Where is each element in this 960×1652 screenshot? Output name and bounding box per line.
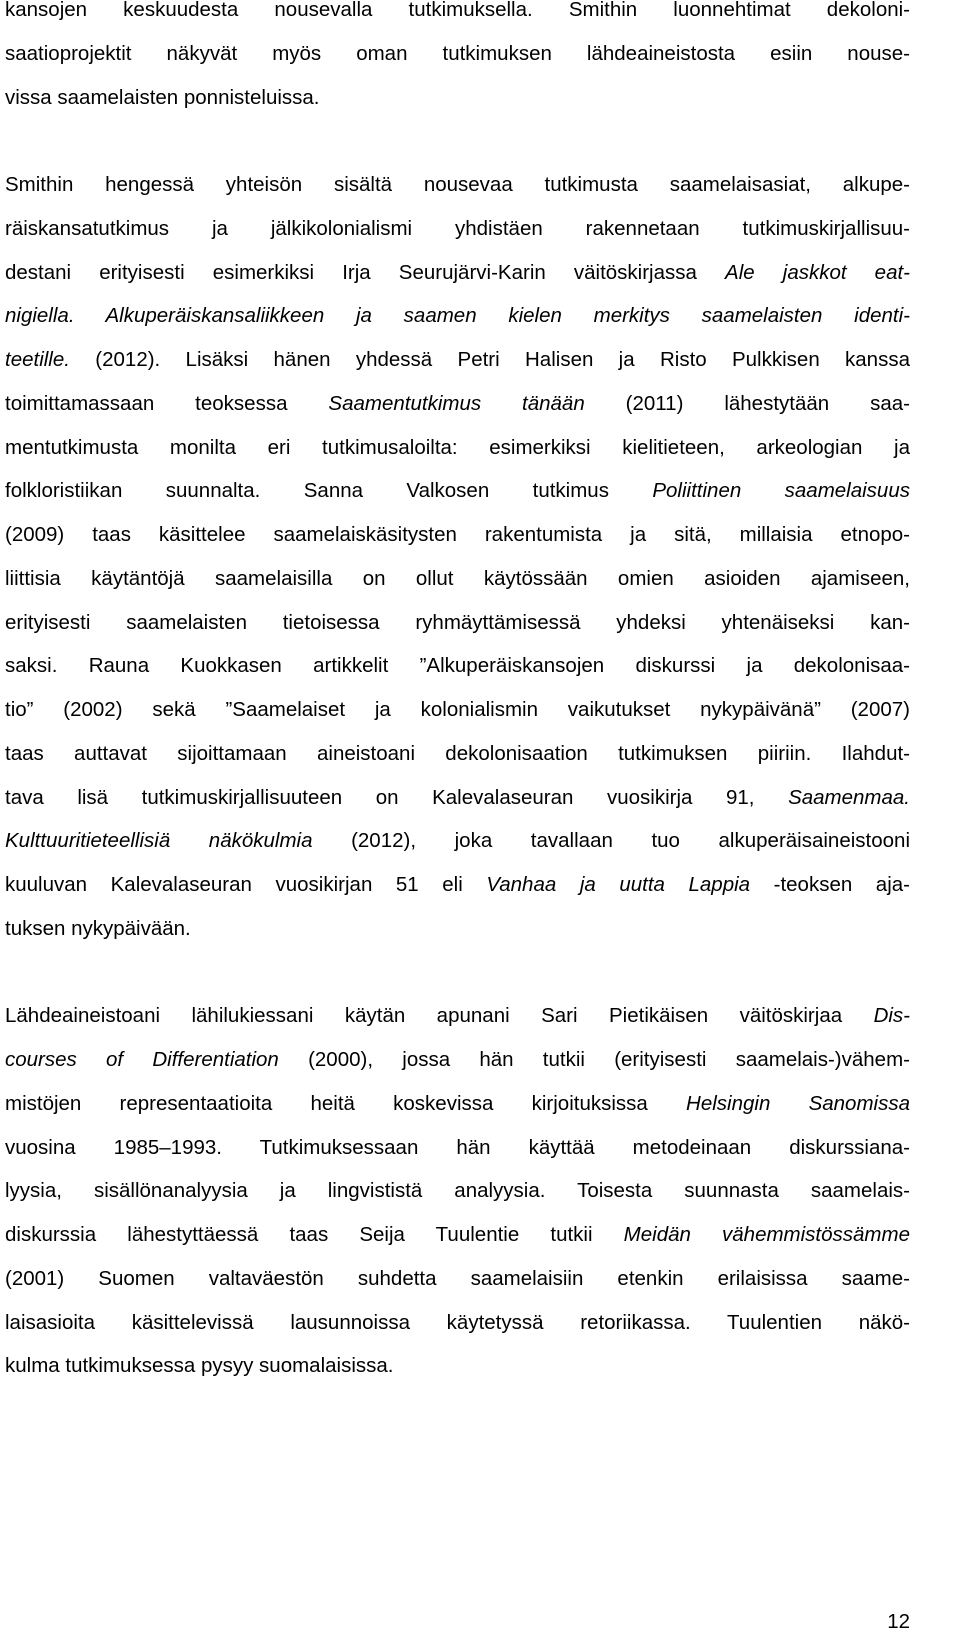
text-line [5,32,910,76]
text-line [5,688,910,732]
text-line [5,601,910,645]
italic-title-text: Meidän vähemmistössämme [623,1223,910,1246]
text-line [5,1301,910,1345]
text-line [5,863,910,907]
text-line [5,251,910,295]
text-span: vuosina 1985–1993. Tutkimuksessaan hän käyttää metodeinaan diskurssiana- [5,1135,910,1159]
italic-title-text: Ale jaskkot eat- [725,260,910,284]
text-span: laisasioita käsittelevissä lausunnoissa käytetyssä retoriikassa. Tuulentien näkö- [5,1310,910,1334]
text-span: (2000), jossa hän tutkii (erityisesti saamelais-)vähem- [278,1048,910,1071]
text-line [5,426,910,470]
italic-title-text: Poliittinen saamelaisuus [652,479,910,503]
text-line [5,338,910,382]
text-line [5,163,910,207]
text-line [5,557,910,601]
text-span: saatioprojektit näkyvät myös oman tutkimuksen lähdeaineistosta esiin nouse- [5,41,910,65]
italic-title-text: Saamentutkimus tänään [328,391,585,415]
text-line [5,1082,910,1126]
text-span: tuksen nykypäivään. [5,916,191,940]
text-span: kulma tutkimuksessa pysyy suomalaisissa. [5,1354,394,1378]
italic-title-text: Dis- [873,1004,910,1028]
text-span: (2012). Lisäksi hänen yhdessä Petri Halisen ja Risto Pulkkisen kanssa [69,348,910,371]
italic-title-text: nigiella. Alkuperäiskansaliikkeen ja saamen kielen merkitys saamelaisten identi- [5,304,910,328]
text-line [5,644,910,688]
text-line [5,382,910,426]
text-span: -teoksen aja- [750,873,910,896]
text-line [5,1038,910,1082]
text-span: (2009) taas käsittelee saamelaiskäsitysten rakentumista ja sitä, millaisia etnopo- [5,523,910,546]
text-line [5,1126,910,1170]
text-line [5,207,910,251]
text-span: räiskansatutkimus ja jälkikolonialismi yhdistäen rakennetaan tutkimuskirjallisuu- [5,216,910,240]
text-span: taas auttavat sijoittamaan aineistoani dekolonisaation tutkimuksen piiriin. Ilahdut- [5,741,910,765]
italic-title-text: Vanhaa ja uutta Lappia [486,873,751,896]
text-span: lyysia, sisällönanalyysia ja lingvististä analyysia. Toisesta suunnasta saamelais- [5,1179,910,1203]
text-span: diskurssia lähestyttäessä taas Seija Tuulentie tutkii [5,1223,624,1246]
text-line [5,294,910,338]
text-span: mentutkimusta monilta eri tutkimusaloilta: esimerkiksi kielitieteen, arkeologian ja [5,435,910,459]
text-span: tava lisä tutkimuskirjallisuuteen on Kalevalaseuran vuosikirja 91, [5,785,789,809]
text-line [5,994,910,1038]
text-line [5,1344,910,1388]
text-span: kuuluvan Kalevalaseuran vuosikirjan 51 eli [5,873,487,896]
italic-title-text: Kulttuuritieteellisiä näkökulmia [5,829,313,853]
text-span: destani erityisesti esimerkiksi Irja Seurujärvi-Karin väitöskirjassa [5,260,726,284]
text-line [5,776,910,820]
page-number: 12 [887,1610,910,1633]
text-span: erityisesti saamelaisten tietoisessa ryhmäyttämisessä yhdeksi yhtenäiseksi kan- [5,610,910,634]
text-span: saksi. Rauna Kuokkasen artikkelit ”Alkuperäiskansojen diskurssi ja dekolonisaa- [5,654,910,678]
text-span: kansojen keskuudesta nousevalla tutkimuksella. Smithin luonnehtimat dekoloni- [5,0,910,21]
italic-title-text: Saamenmaa. [788,785,910,809]
text-span: tio” (2002) sekä ”Saamelaiset ja kolonialismin vaikutukset nykypäivänä” (2007) [5,698,910,721]
text-line [5,1213,910,1257]
text-line [5,513,910,557]
text-span: (2012), joka tavallaan tuo alkuperäisaineistooni [312,829,910,853]
text-line [5,907,910,951]
text-span: Smithin hengessä yhteisön sisältä nousevaa tutkimusta saamelaisasiat, alkupe- [5,173,910,196]
text-line [5,0,910,32]
text-span: vissa saamelaisten ponnisteluissa. [5,85,320,109]
text-span: folkloristiikan suunnalta. Sanna Valkosen tutkimus [5,479,653,503]
text-line [5,819,910,863]
italic-title-text: teetille. [5,348,70,371]
text-span: (2001) Suomen valtaväestön suhdetta saamelaisiin etenkin erilaisissa saame- [5,1266,910,1290]
text-span: mistöjen representaatioita heitä koskevissa kirjoituksissa [5,1091,687,1115]
italic-title-text: courses of Differentiation [5,1048,279,1071]
text-line [5,469,910,513]
italic-title-text: Helsingin Sanomissa [686,1091,910,1115]
text-line [5,732,910,776]
text-line [5,76,910,120]
text-line [5,1169,910,1213]
text-span: (2011) lähestytään saa- [584,391,910,415]
text-span: liittisia käytäntöjä saamelaisilla on ollut käytössään omien asioiden ajamiseen, [5,566,910,590]
text-span: Lähdeaineistoani lähilukiessani käytän apunani Sari Pietikäisen väitöskirjaa [5,1004,874,1028]
text-line [5,1257,910,1301]
text-span: toimittamassaan teoksessa [5,391,329,415]
